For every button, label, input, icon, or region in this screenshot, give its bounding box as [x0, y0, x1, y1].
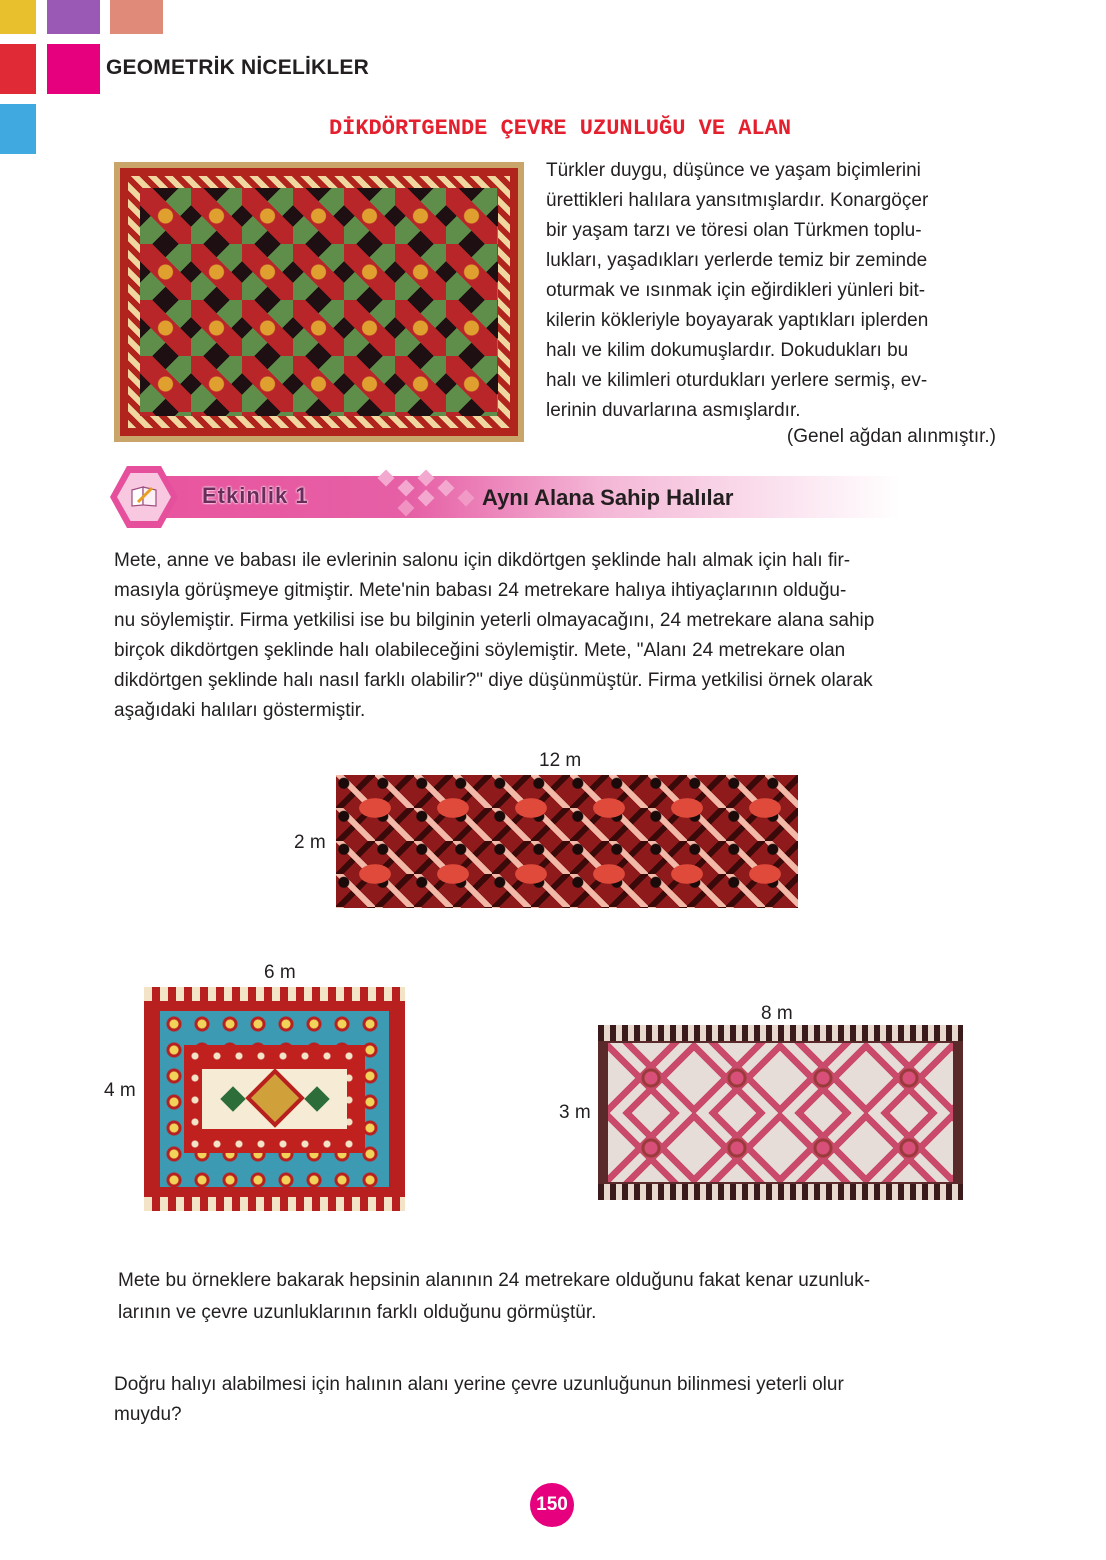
observation-text [118, 1265, 994, 1329]
question-text [114, 1370, 994, 1430]
corner-square-yellow [0, 0, 36, 34]
rug-1-height-label: 2 m [294, 832, 326, 853]
intro-line: halı ve kilimleri oturdukları yerlere sermiş, ev- [546, 370, 928, 391]
corner-square-red [0, 44, 36, 94]
activity-label: Etkinlik 1 [202, 483, 309, 508]
corner-square-blue [0, 104, 36, 154]
rug-1-width-label: 12 m [539, 750, 582, 771]
problem-line: dikdörtgen şeklinde halı nasıl farklı olabilir?" diye düşünmüştür. Firma yetkilisi örnek olarak [114, 670, 873, 691]
rug-2-width-label: 6 m [264, 962, 296, 983]
source-note: (Genel ağdan alınmıştır.) [786, 426, 996, 447]
intro-line: kilerin kökleriyle boyayarak yaptıkları iplerden [546, 310, 929, 331]
observation-line: larının ve çevre uzunluklarının farklı olduğunu görmüştür. [118, 1302, 597, 1323]
intro-line: Türkler duygu, düşünce ve yaşam biçimlerini [546, 160, 921, 181]
activity-banner [110, 466, 900, 528]
intro-line: halı ve kilim dokumuşlardır. Dokudukları bu [546, 340, 909, 361]
rug-2-image [144, 987, 405, 1211]
book-pencil-icon [130, 484, 158, 508]
section-header: GEOMETRİK NİCELİKLER [106, 56, 370, 79]
corner-square-salmon [110, 0, 163, 34]
intro-line: ürettikleri halılara yansıtmışlardır. Konargöçer [546, 190, 929, 211]
rug-1-image [336, 775, 798, 908]
corner-square-purple [47, 0, 100, 34]
problem-line: birçok dikdörtgen şeklinde halı olabileceğini söylemiştir. Mete, "Alanı 24 metrekare olan [114, 640, 846, 661]
corner-square-magenta [47, 44, 100, 94]
rug-3-height-label: 3 m [559, 1102, 591, 1123]
rug-3-image [598, 1025, 963, 1200]
problem-line: nu söylemiştir. Firma yetkilisi ise bu bilginin yeterli olmayacağını, 24 metrekare alana sahip [114, 610, 875, 631]
rug-2-height-label: 4 m [104, 1080, 136, 1101]
problem-line: aşağıdaki halıları göstermiştir. [114, 700, 366, 721]
intro-line: lukları, yaşadıkları yerlerde temiz bir zeminde [546, 250, 928, 271]
problem-line: Mete, anne ve babası ile evlerinin salonu için dikdörtgen şeklinde halı almak için halı fir- [114, 550, 851, 571]
problem-line: masıyla görüşmeye gitmiştir. Mete'nin babası 24 metrekare halıya ihtiyaçlarının olduğu- [114, 580, 847, 601]
intro-text [546, 156, 994, 426]
observation-line: Mete bu örneklere bakarak hepsinin alanının 24 metrekare olduğunu fakat kenar uzunluk- [118, 1270, 871, 1291]
question-line: Doğru halıyı alabilmesi için halının alanı yerine çevre uzunluğunun bilinmesi yeterli olur [114, 1374, 844, 1395]
intro-line: bir yaşam tarzı ve töresi olan Türkmen toplu- [546, 220, 922, 241]
intro-line: oturmak ve ısınmak için eğirdikleri yünleri bit- [546, 280, 926, 301]
intro-line: lerinin duvarlarına asmışlardır. [546, 400, 801, 421]
page-title: DİKDÖRTGENDE ÇEVRE UZUNLUĞU VE ALAN [328, 116, 792, 141]
turkmen-carpet-image [114, 162, 524, 442]
problem-text [114, 546, 994, 726]
question-line: muydu? [114, 1404, 182, 1425]
activity-title: Aynı Alana Sahip Halılar [482, 485, 734, 510]
page-number-badge: 150 [530, 1483, 574, 1527]
rug-3-width-label: 8 m [761, 1003, 793, 1024]
